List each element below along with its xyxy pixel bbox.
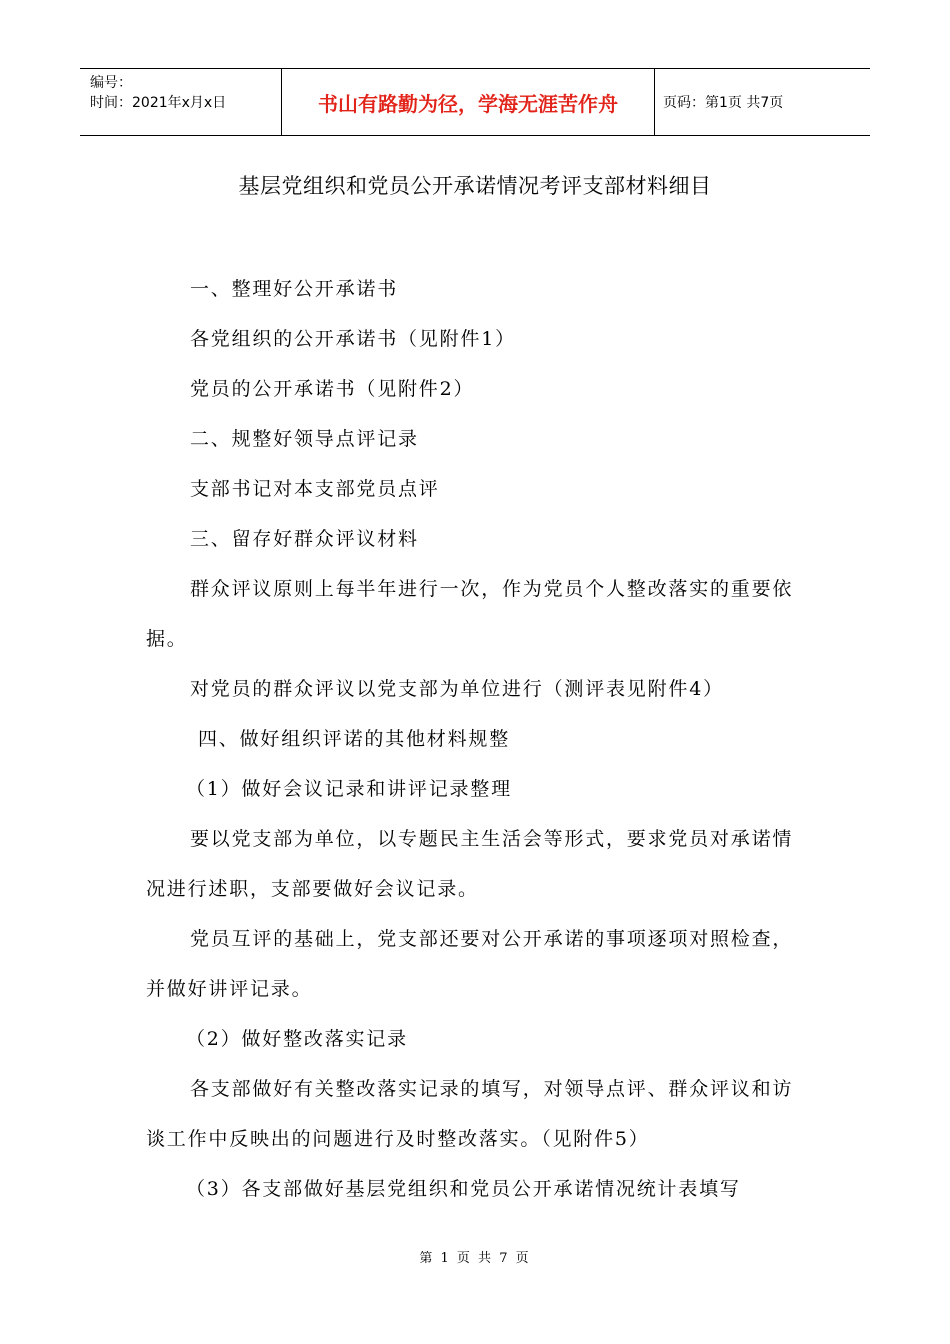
paragraph-2: 各党组织的公开承诺书（见附件1） (190, 328, 516, 350)
document-title: 基层党组织和党员公开承诺情况考评支部材料细目 (238, 174, 712, 198)
paragraph-14: 各支部做好有关整改落实记录的填写，对领导点评、群众评议和访谈工作中反映出的问题进行及时整改落实。（见附件5） (146, 1078, 794, 1150)
page-footer: 第 1 页 共 7 页 (419, 1251, 531, 1266)
paragraph-1: 一、整理好公开承诺书 (190, 278, 399, 300)
paragraph-15: （3）各支部做好基层党组织和党员公开承诺情况统计表填写 (186, 1178, 741, 1200)
document-body (146, 264, 810, 1214)
header-meta-cell (80, 69, 282, 135)
time-label: 时间：2021年x月x日 (90, 95, 227, 111)
paragraph-4: 二、规整好领导点评记录 (190, 428, 419, 450)
paragraph-11: 要以党支部为单位，以专题民主生活会等形式，要求党员对承诺情况进行述职，支部要做好会议记录。 (146, 828, 794, 900)
page-info-cell (655, 69, 870, 135)
paragraph-10: （1）做好会议记录和讲评记录整理 (186, 778, 512, 800)
motto-cell (282, 69, 655, 135)
paragraph-12: 党员互评的基础上，党支部还要对公开承诺的事项逐项对照检查，并做好讲评记录。 (146, 928, 794, 1000)
number-label: 编号： (90, 75, 132, 91)
paragraph-9: 四、做好组织评诺的其他材料规整 (198, 728, 511, 750)
paragraph-5: 支部书记对本支部党员点评 (190, 478, 440, 500)
paragraph-6: 三、留存好群众评议材料 (190, 528, 419, 550)
paragraph-3: 党员的公开承诺书（见附件2） (190, 378, 475, 400)
paragraph-13: （2）做好整改落实记录 (186, 1028, 408, 1050)
paragraph-7: 群众评议原则上每半年进行一次，作为党员个人整改落实的重要依据。 (146, 578, 794, 650)
paragraph-8: 对党员的群众评议以党支部为单位进行（测评表见附件4） (190, 678, 724, 700)
motto: 书山有路勤为径，学海无涯苦作舟 (318, 91, 618, 116)
header-table (80, 68, 870, 136)
page-info: 页码：第1页 共7页 (663, 95, 784, 111)
